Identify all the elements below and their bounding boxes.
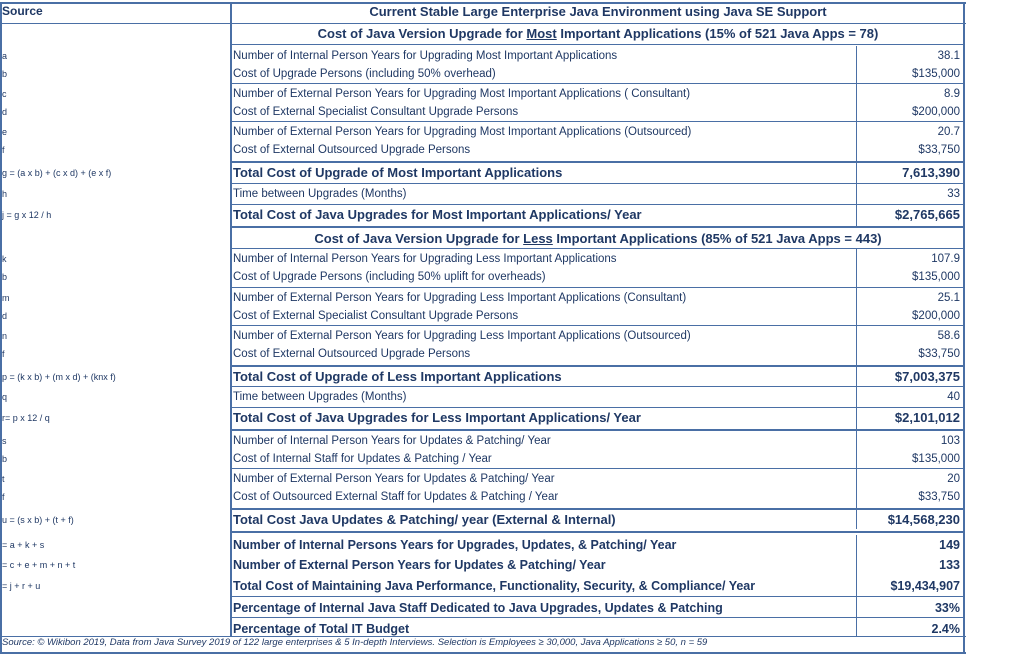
row-value: 7,613,390	[902, 165, 960, 180]
section-most-text-post: Important Applications (15% of 521 Java Apps = 78)	[556, 26, 879, 41]
row-label: Total Cost of Upgrade of Less Important Applications	[233, 369, 562, 384]
value-column-divider	[856, 46, 857, 226]
summary-row	[0, 598, 966, 618]
row-source: g = (a x b) + (c x d) + (e x f)	[2, 168, 112, 178]
total-rule	[232, 508, 964, 510]
section-less-important	[233, 229, 963, 249]
row-source: d	[2, 107, 8, 117]
table-row	[0, 326, 966, 346]
total-row	[0, 408, 966, 428]
row-value: 33	[947, 188, 960, 200]
row-label: Number of External Person Years for Upgrading Most Important Applications (Outsourced)	[233, 126, 692, 138]
row-label: Cost of Upgrade Persons (including 50% uplift for overheads)	[233, 271, 546, 283]
row-source: f	[2, 349, 5, 359]
section-most-text-pre: Cost of Java Version Upgrade for	[317, 26, 527, 41]
section-less-emphasis: Less	[523, 231, 553, 246]
group-rule	[232, 386, 964, 387]
table-bottom-border	[0, 652, 966, 654]
row-source: h	[2, 189, 8, 199]
row-source: a	[2, 51, 8, 61]
row-value: $33,750	[918, 144, 960, 156]
table-row	[0, 84, 966, 104]
table-top-border	[0, 2, 966, 4]
table-left-border	[0, 2, 2, 654]
row-source: = a + k + s	[2, 540, 45, 550]
summary-row	[0, 555, 966, 575]
row-label: Total Cost of Upgrade of Most Important Applications	[233, 165, 563, 180]
table-row	[0, 184, 966, 204]
table-row	[0, 102, 966, 122]
row-value: 20	[947, 473, 960, 485]
row-value: 103	[940, 435, 960, 447]
value-column-divider	[856, 535, 857, 636]
row-value: 2.4%	[931, 622, 960, 636]
source-column-divider	[230, 2, 232, 636]
row-source: e	[2, 127, 8, 137]
summary-rule	[232, 617, 964, 618]
group-rule	[232, 121, 964, 122]
row-value: 25.1	[937, 292, 960, 304]
section-less-text-pre: Cost of Java Version Upgrade for	[314, 231, 524, 246]
row-source: b	[2, 69, 8, 79]
row-value: 8.9	[944, 88, 960, 100]
row-value: $7,003,375	[894, 369, 960, 384]
row-source	[2, 598, 228, 618]
table-row	[0, 449, 966, 469]
section-rule	[232, 44, 964, 45]
row-label: Cost of Internal Staff for Updates & Patching / Year	[233, 453, 492, 465]
row-source: b	[2, 272, 8, 282]
row-value: 107.9	[931, 253, 960, 265]
total-row	[0, 163, 966, 183]
row-value: $135,000	[912, 271, 960, 283]
section-less-text-post: Important Applications (85% of 521 Java Apps = 443)	[552, 231, 882, 246]
table-row	[0, 288, 966, 308]
table-row	[0, 249, 966, 269]
row-source: m	[2, 293, 10, 303]
row-source: u = (s x b) + (t + f)	[2, 515, 74, 525]
row-label: Number of External Person Years for Upgrading Less Important Applications (Outsourced)	[233, 330, 691, 342]
row-source: = j + r + u	[2, 581, 41, 591]
row-source: t	[2, 474, 5, 484]
row-value: $33,750	[918, 348, 960, 360]
section-most-important	[233, 24, 963, 44]
table-row	[0, 267, 966, 287]
row-value: 33%	[934, 601, 960, 615]
row-source: r= p x 12 / q	[2, 413, 50, 423]
row-label: Number of Internal Person Years for Upgrading Most Important Applications	[233, 50, 618, 62]
table-row	[0, 469, 966, 489]
row-label: Number of External Person Years for Upgrading Most Important Applications ( Consultant)	[233, 88, 691, 100]
summary-rule	[232, 531, 964, 533]
table-row	[0, 431, 966, 451]
table-row	[0, 122, 966, 142]
group-rule	[232, 325, 964, 326]
table-row	[0, 306, 966, 326]
row-value: 20.7	[937, 126, 960, 138]
group-rule	[232, 204, 964, 205]
row-value: $14,568,230	[887, 512, 960, 527]
row-source: q	[2, 392, 8, 402]
group-rule	[232, 183, 964, 184]
total-row	[0, 510, 966, 530]
row-source: j = g x 12 / h	[2, 210, 52, 220]
total-rule	[232, 365, 964, 367]
table-title: Current Stable Large Enterprise Java Environment using Java SE Support	[369, 4, 827, 19]
row-source: f	[2, 145, 5, 155]
row-label: Time between Upgrades (Months)	[233, 188, 407, 200]
summary-row	[0, 576, 966, 596]
row-label: Number of Internal Person Years for Updates & Patching/ Year	[233, 435, 551, 447]
summary-rule	[232, 596, 964, 597]
row-label: Number of External Person Years for Upgrading Less Important Applications (Consultant)	[233, 292, 687, 304]
source-column-header: Source	[2, 4, 43, 18]
section-rule	[232, 248, 964, 249]
row-label: Time between Upgrades (Months)	[233, 391, 407, 403]
row-value: 149	[939, 538, 960, 552]
section-most-emphasis: Most	[526, 26, 557, 41]
total-row	[0, 367, 966, 387]
row-source: = c + e + m + n + t	[2, 560, 76, 570]
row-source: s	[2, 436, 7, 446]
row-value: $200,000	[912, 106, 960, 118]
row-value: 58.6	[937, 330, 960, 342]
row-label: Number of External Person Years for Updates & Patching/ Year	[233, 558, 606, 572]
row-label: Number of External Person Years for Updates & Patching/ Year	[233, 473, 555, 485]
row-label: Percentage of Internal Java Staff Dedicated to Java Upgrades, Updates & Patching	[233, 601, 723, 615]
row-source: k	[2, 254, 7, 264]
group-rule	[232, 83, 964, 84]
row-label: Cost of External Outsourced Upgrade Persons	[233, 348, 471, 360]
value-column-divider	[856, 249, 857, 529]
section-rule	[232, 429, 964, 431]
row-label: Total Cost of Java Upgrades for Most Important Applications/ Year	[233, 207, 642, 222]
row-source: d	[2, 311, 8, 321]
row-source: f	[2, 492, 5, 502]
row-label: Cost of External Specialist Consultant Upgrade Persons	[233, 106, 519, 118]
table-row	[0, 46, 966, 66]
row-label: Total Cost Java Updates & Patching/ year (External & Internal)	[233, 512, 616, 527]
row-value: $19,434,907	[890, 579, 960, 593]
row-value: $135,000	[912, 453, 960, 465]
row-source: n	[2, 331, 8, 341]
row-value: 38.1	[937, 50, 960, 62]
table-row	[0, 387, 966, 407]
row-label: Cost of Outsourced External Staff for Updates & Patching / Year	[233, 491, 559, 503]
group-rule	[232, 407, 964, 408]
row-label: Number of Internal Person Years for Upgrading Less Important Applications	[233, 253, 617, 265]
row-label: Total Cost of Maintaining Java Performance, Functionality, Security, & Compliance/ Year	[233, 579, 756, 593]
row-value: $2,765,665	[894, 207, 960, 222]
row-label: Number of Internal Persons Years for Upgrades, Updates, & Patching/ Year	[233, 538, 677, 552]
total-rule	[232, 161, 964, 163]
row-label: Percentage of Total IT Budget	[233, 622, 410, 636]
table-row	[0, 344, 966, 364]
group-rule	[232, 287, 964, 288]
total-row	[0, 205, 966, 225]
row-label: Cost of External Outsourced Upgrade Persons	[233, 144, 471, 156]
header-rule	[0, 23, 966, 24]
row-label: Cost of Upgrade Persons (including 50% overhead)	[233, 68, 496, 80]
row-value: $200,000	[912, 310, 960, 322]
table-right-border	[963, 2, 965, 654]
row-value: 40	[947, 391, 960, 403]
section-rule	[232, 226, 964, 228]
group-rule	[232, 468, 964, 469]
row-value: $2,101,012	[894, 410, 960, 425]
row-label: Cost of External Specialist Consultant Upgrade Persons	[233, 310, 519, 322]
row-source: p = (k x b) + (m x d) + (knx f)	[2, 372, 116, 382]
row-value: $135,000	[912, 68, 960, 80]
table-row	[0, 140, 966, 160]
row-value: 133	[939, 558, 960, 572]
row-value: $33,750	[918, 491, 960, 503]
table-row	[0, 64, 966, 84]
row-source: c	[2, 89, 7, 99]
summary-row	[0, 535, 966, 555]
row-label: Total Cost of Java Upgrades for Less Important Applications/ Year	[233, 410, 641, 425]
row-source: b	[2, 454, 8, 464]
table-row	[0, 487, 966, 507]
source-footnote: Source: © Wikibon 2019, Data from Java Survey 2019 of 122 large enterprises & 5 In-depth Interviews. Selection is Employees ≥ 30,000, Java Applications ≥ 50, n = 59	[2, 637, 708, 648]
